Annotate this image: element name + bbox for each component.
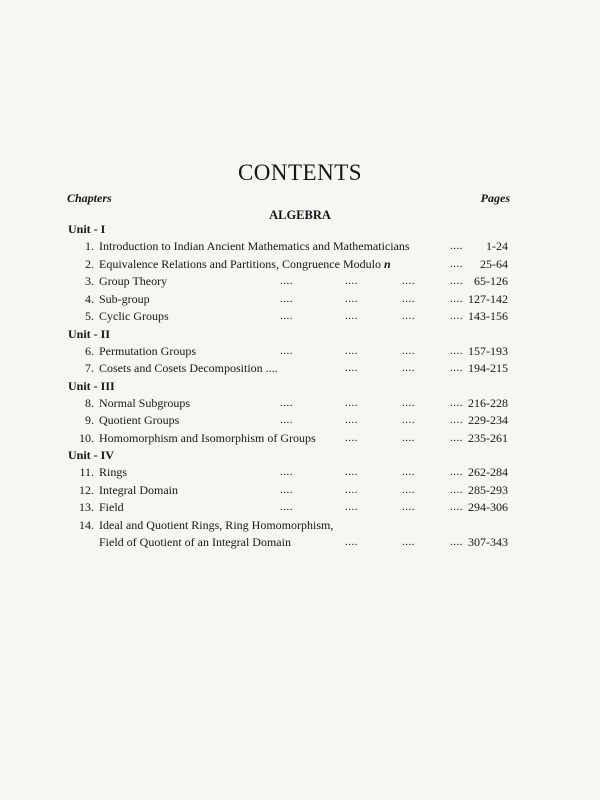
- chapter-number: 2.: [85, 256, 94, 271]
- pages-header: Pages: [480, 191, 510, 205]
- leader-dots: ....: [280, 466, 293, 478]
- chapter-title: Group Theory: [99, 274, 168, 288]
- leader-dots: ....: [345, 466, 358, 478]
- chapter-row: [0, 430, 600, 448]
- chapter-row: [0, 395, 600, 413]
- leader-dots: ....: [345, 362, 358, 374]
- chapter-row: [0, 517, 600, 535]
- chapter-number: 12.: [79, 482, 94, 497]
- leader-dots: ....: [402, 431, 415, 444]
- chapter-row: [0, 464, 600, 482]
- chapter-title: Cosets and Cosets Decomposition ....: [99, 361, 278, 375]
- leader-dots: ....: [450, 275, 463, 287]
- leader-dots: ....: [280, 396, 293, 409]
- page-range: 235-261: [468, 430, 508, 445]
- chapter-row: [0, 238, 600, 256]
- chapter-title: Integral Domain: [99, 482, 178, 497]
- chapter-number: 3.: [85, 274, 94, 288]
- chapter-row: [0, 412, 600, 430]
- leader-dots: ....: [450, 501, 463, 513]
- page-range: 307-343: [468, 535, 508, 549]
- leader-dots: ....: [402, 466, 415, 478]
- chapter-number: 8.: [85, 395, 94, 410]
- chapter-number: 7.: [85, 361, 94, 375]
- chapter-number: 10.: [79, 430, 94, 445]
- chapter-title: Ideal and Quotient Rings, Ring Homomorphism,: [99, 517, 334, 532]
- chapter-row: [0, 499, 600, 517]
- chapter-number: 9.: [85, 413, 94, 427]
- leader-dots: ....: [450, 310, 463, 322]
- leader-dots: ....: [402, 292, 415, 305]
- page-range: 229-234: [468, 413, 508, 427]
- leader-dots: ....: [345, 292, 358, 305]
- chapter-row: [0, 360, 600, 378]
- leader-dots: ....: [450, 414, 463, 426]
- leader-dots: ....: [402, 344, 415, 357]
- chapter-row: [0, 256, 600, 274]
- section-heading: ALGEBRA: [269, 208, 331, 222]
- contents-list: [0, 221, 600, 552]
- leader-dots: ....: [280, 501, 293, 513]
- chapter-title: Field: [99, 500, 124, 514]
- leader-dots: ....: [280, 414, 293, 426]
- chapter-number: 4.: [85, 291, 94, 306]
- chapter-row: [0, 482, 600, 500]
- chapter-row: [0, 308, 600, 326]
- chapter-title: Cyclic Groups: [99, 309, 169, 323]
- leader-dots: ....: [345, 344, 358, 357]
- page-range: 294-306: [468, 500, 508, 514]
- leader-dots: ....: [345, 310, 358, 322]
- chapter-number: 14.: [79, 517, 94, 532]
- leader-dots: ....: [402, 501, 415, 513]
- leader-dots: ....: [345, 483, 358, 496]
- chapter-number: 1.: [85, 239, 94, 253]
- page-range: 127-142: [468, 291, 508, 306]
- leader-dots: ....: [402, 275, 415, 287]
- chapter-number: 5.: [85, 309, 94, 323]
- chapters-header: Chapters: [67, 191, 112, 205]
- chapter-title: Field of Quotient of an Integral Domain: [99, 535, 291, 549]
- leader-dots: ....: [450, 362, 463, 374]
- leader-dots: ....: [450, 483, 463, 496]
- page-range: 25-64: [480, 256, 508, 271]
- leader-dots: ....: [345, 501, 358, 513]
- page-range: 285-293: [468, 482, 508, 497]
- chapter-title: Equivalence Relations and Partitions, Congruence Modulo n: [99, 256, 391, 271]
- chapter-title: Normal Subgroups: [99, 395, 190, 410]
- leader-dots: ....: [402, 414, 415, 426]
- unit-title: Unit - IV: [68, 448, 115, 462]
- unit-title: Unit - I: [68, 222, 106, 236]
- leader-dots: ....: [450, 396, 463, 409]
- leader-dots: ....: [450, 466, 463, 478]
- leader-dots: ....: [402, 310, 415, 322]
- page-range: 262-284: [468, 465, 508, 479]
- chapter-title: Quotient Groups: [99, 413, 180, 427]
- chapter-row: [0, 291, 600, 309]
- chapter-title: Sub-group: [99, 291, 150, 306]
- chapter-row: [0, 534, 600, 552]
- leader-dots: ....: [280, 275, 293, 287]
- chapter-title: Homomorphism and Isomorphism of Groups: [99, 430, 316, 445]
- page-range: 194-215: [468, 361, 508, 375]
- chapter-title: Introduction to Indian Ancient Mathematics and Mathematicians: [99, 239, 410, 253]
- leader-dots: ....: [450, 292, 463, 305]
- leader-dots: ....: [450, 536, 463, 548]
- chapter-row: [0, 273, 600, 291]
- chapter-title: Rings: [99, 465, 128, 479]
- leader-dots: ....: [402, 396, 415, 409]
- leader-dots: ....: [402, 362, 415, 374]
- leader-dots: ....: [450, 257, 463, 270]
- unit-title: Unit - II: [68, 326, 111, 341]
- leader-dots: ....: [402, 536, 415, 548]
- leader-dots: ....: [345, 396, 358, 409]
- leader-dots: ....: [345, 275, 358, 287]
- leader-dots: ....: [280, 344, 293, 357]
- chapter-number: 11.: [79, 465, 94, 479]
- leader-dots: ....: [345, 414, 358, 426]
- page-range: 1-24: [486, 239, 508, 253]
- leader-dots: ....: [280, 310, 293, 322]
- unit-title: Unit - III: [68, 378, 115, 393]
- page-range: 143-156: [468, 309, 508, 323]
- leader-dots: ....: [345, 431, 358, 444]
- chapter-number: 6.: [85, 343, 94, 358]
- chapter-title: Permutation Groups: [99, 343, 196, 358]
- page-range: 157-193: [468, 343, 508, 358]
- leader-dots: ....: [280, 483, 293, 496]
- page-range: 216-228: [468, 395, 508, 410]
- leader-dots: ....: [345, 536, 358, 548]
- leader-dots: ....: [402, 483, 415, 496]
- chapter-number: 13.: [79, 500, 94, 514]
- leader-dots: ....: [280, 292, 293, 305]
- leader-dots: ....: [450, 240, 463, 252]
- page-range: 65-126: [474, 274, 508, 288]
- leader-dots: ....: [450, 344, 463, 357]
- page-title: CONTENTS: [237, 160, 363, 185]
- leader-dots: ....: [450, 431, 463, 444]
- chapter-row: [0, 343, 600, 361]
